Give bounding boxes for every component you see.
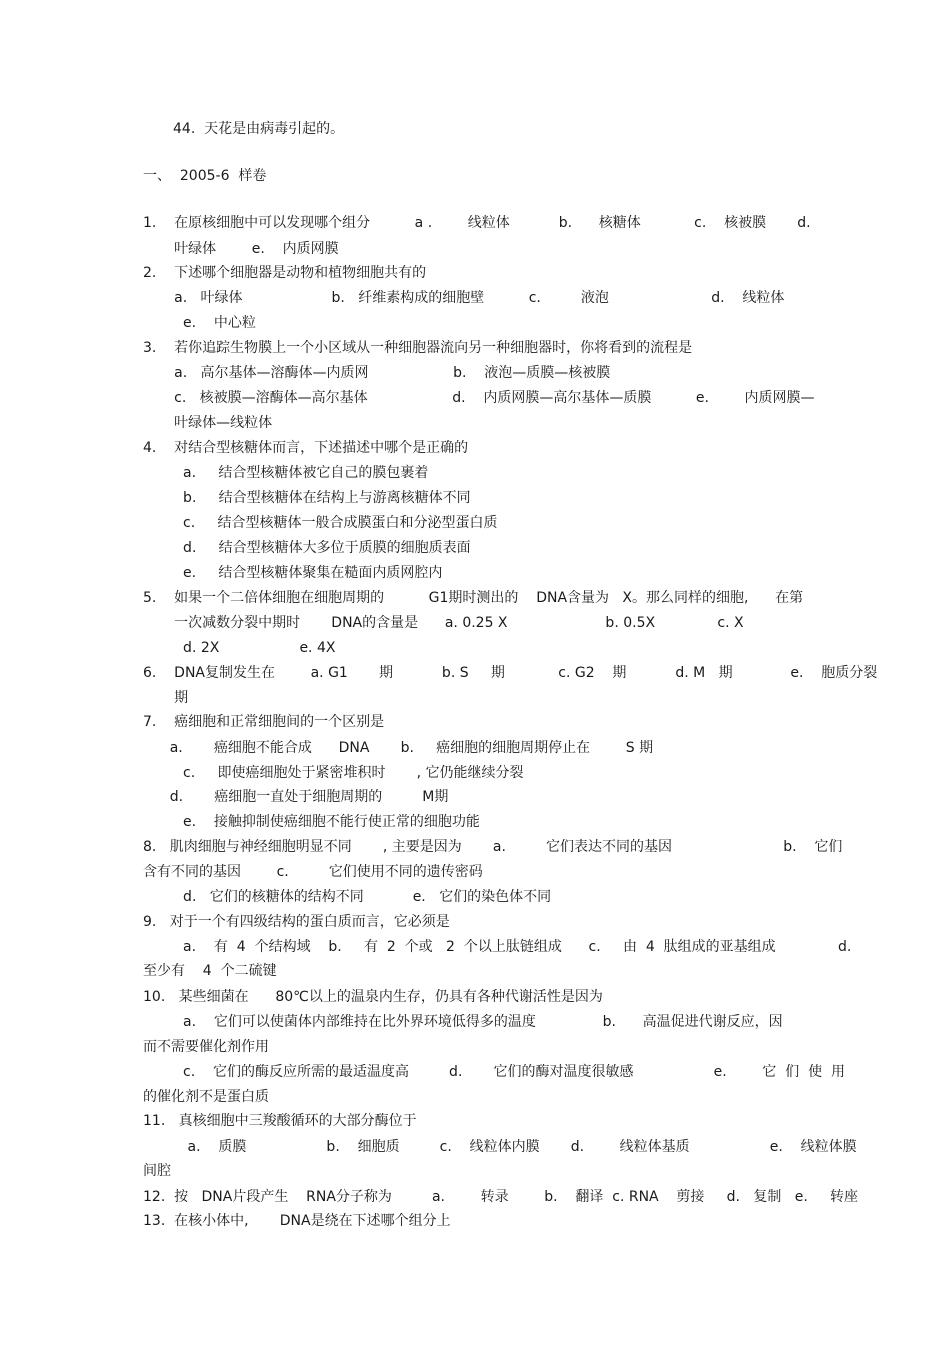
section-heading: 一、 2005-6 样卷 xyxy=(143,168,267,184)
question-line: 5. 如果一个二倍体细胞在细胞周期的 G1期时测出的 DNA含量为 X。那么同样的细胞, 在第 xyxy=(143,590,804,606)
question-line: d. 它们的核糖体的结构不同 e. 它们的染色体不同 xyxy=(143,889,552,905)
question-line: a. 癌细胞不能合成 DNA b. 癌细胞的细胞周期停止在 S 期 xyxy=(143,740,654,756)
question-line: 6. DNA复制发生在 a. G1 期 b. S 期 c. G2 期 d. M 期 e. 胞质分裂 xyxy=(143,665,878,681)
question-line: c. 即使癌细胞处于紧密堆积时 , 它仍能继续分裂 xyxy=(143,765,524,781)
question-line: 的催化剂不是蛋白质 xyxy=(143,1089,269,1105)
question-line: c. 它们的酶反应所需的最适温度高 d. 它们的酶对温度很敏感 e. 它 们 使 用 xyxy=(143,1064,846,1080)
question-line: 13. 在核小体中, DNA是绕在下述哪个组分上 xyxy=(143,1213,451,1229)
question-line: 11. 真核细胞中三羧酸循环的大部分酶位于 xyxy=(143,1113,417,1129)
question-line: a. 叶绿体 b. 纤维素构成的细胞壁 c. 液泡 d. 线粒体 xyxy=(143,290,785,306)
question-line: e. 结合型核糖体聚集在糙面内质网腔内 xyxy=(143,565,443,581)
question-line: b. 结合型核糖体在结构上与游离核糖体不同 xyxy=(143,490,471,506)
question-line: 10. 某些细菌在 80℃以上的温泉内生存，仍具有各种代谢活性是因为 xyxy=(143,989,603,1005)
question-line: a. 有 4 个结构域 b. 有 2 个或 2 个以上肽链组成 c. 由 4 肽组成的亚基组成 d. xyxy=(143,939,852,955)
question-line: 间腔 xyxy=(143,1163,171,1179)
question-line: c. 结合型核糖体一般合成膜蛋白和分泌型蛋白质 xyxy=(143,515,498,531)
question-line: 7. 癌细胞和正常细胞间的一个区别是 xyxy=(143,714,385,730)
question-line: a. 结合型核糖体被它自己的膜包裹着 xyxy=(143,465,429,481)
question-line: d. 癌细胞一直处于细胞周期的 M期 xyxy=(143,789,449,805)
top-item: 44. 天花是由病毒引起的。 xyxy=(173,121,345,137)
question-line: 期 xyxy=(143,690,189,706)
question-line: a. 它们可以使菌体内部维持在比外界环境低得多的温度 b. 高温促进代谢反应，因 xyxy=(143,1014,783,1030)
question-line: 8. 肌肉细胞与神经细胞明显不同 , 主要是因为 a. 它们表达不同的基因 b. 它们 xyxy=(143,839,843,855)
question-line: 1. 在原核细胞中可以发现哪个组分 a . 线粒体 b. 核糖体 c. 核被膜 d. xyxy=(143,215,811,231)
question-line: 含有不同的基因 c. 它们使用不同的遗传密码 xyxy=(143,864,483,880)
question-line: 至少有 4 个二硫键 xyxy=(143,963,277,979)
question-line: e. 接触抑制使癌细胞不能行使正常的细胞功能 xyxy=(143,814,480,830)
question-line: 叶绿体—线粒体 xyxy=(143,415,273,431)
question-line: a. 高尔基体—溶酶体—内质网 b. 液泡—质膜—核被膜 xyxy=(143,365,611,381)
question-line: c. 核被膜—溶酶体—高尔基体 d. 内质网膜—高尔基体—质膜 e. 内质网膜— xyxy=(143,390,815,406)
question-line: 2. 下述哪个细胞器是动物和植物细胞共有的 xyxy=(143,265,427,281)
question-line: 4. 对结合型核糖体而言，下述描述中哪个是正确的 xyxy=(143,440,469,456)
question-line: 9. 对于一个有四级结构的蛋白质而言，它必须是 xyxy=(143,914,450,930)
question-line: e. 中心粒 xyxy=(143,315,256,331)
question-line: 叶绿体 e. 内质网膜 xyxy=(143,241,339,257)
question-line: d. 2X e. 4X xyxy=(143,640,336,656)
question-line: 12. 按 DNA片段产生 RNA分子称为 a. 转录 b. 翻译 c. RNA 剪接 d. 复制 e. 转座 xyxy=(143,1189,859,1205)
question-line: 而不需要催化剂作用 xyxy=(143,1039,269,1055)
question-line: a. 质膜 b. 细胞质 c. 线粒体内膜 d. 线粒体基质 e. 线粒体膜 xyxy=(143,1139,857,1155)
question-line: d. 结合型核糖体大多位于质膜的细胞质表面 xyxy=(143,540,471,556)
question-line: 3. 若你追踪生物膜上一个小区域从一种细胞器流向另一种细胞器时，你将看到的流程是 xyxy=(143,340,693,356)
question-line: 一次减数分裂中期时 DNA的含量是 a. 0.25 X b. 0.5X c. X xyxy=(143,615,744,631)
